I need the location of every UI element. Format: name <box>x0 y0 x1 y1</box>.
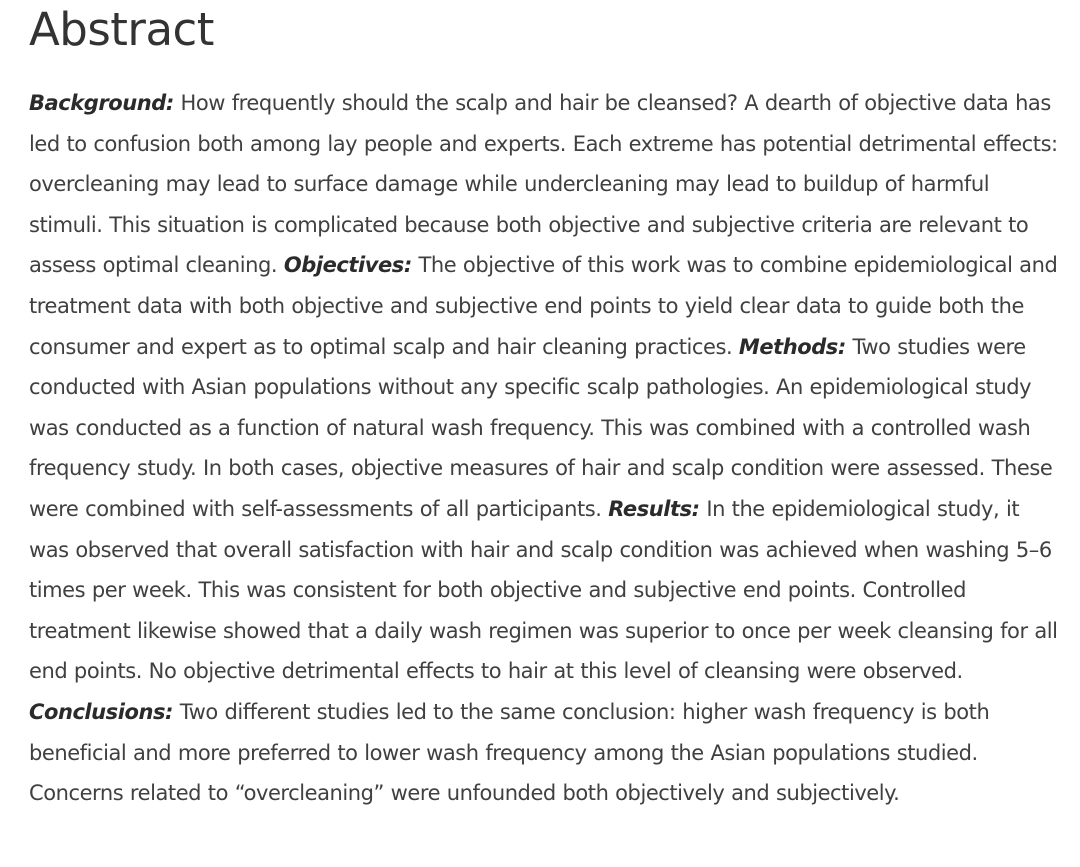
conclusions-label: Conclusions: <box>29 699 173 724</box>
methods-text: Two studies were conducted with Asian populations without any specific scalp pathologies. An epidemiological study was conducted as a function of natural wash frequency. This was combined with a controlled wash frequency study. In both cases, objective measures of hair and scalp condition were assessed. These were combined with self-assessments of all participants. <box>29 334 1053 521</box>
background-label: Background: <box>29 91 174 115</box>
results-text: In the epidemiological study, it was observed that overall satisfaction with hair and scalp condition was achieved when washing 5–6 times per week. This was consistent for both objective and subjective end points. Controlled treatment likewise showed that a daily wash regimen was superior to once per week cleansing for all end points. No objective detrimental effects to hair at this level of cleansing were observed. <box>29 496 1058 684</box>
conclusions-text: Two different studies led to the same conclusion: higher wash frequency is both beneficial and more preferred to lower wash frequency among the Asian populations studied. Concerns related to “overcleaning” were unfounded both objectively and subjectively. <box>29 699 990 806</box>
abstract-heading: Abstract <box>29 3 214 56</box>
results-label: Results: <box>608 496 700 521</box>
background-text: How frequently should the scalp and hair be cleansed? A dearth of objective data has led to confusion both among lay people and experts. Each extreme has potential detrimental effects: overcleaning may lead to surface damage while undercleaning may lead to buildup of harmful stimuli. This situation is complicated because both objective and subjective criteria are relevant to assess optimal cleaning. <box>29 91 1058 278</box>
abstract-section <box>29 2 1059 814</box>
objectives-text: The objective of this work was to combine epidemiological and treatment data with both objective and subjective end points to yield clear data to guide both the consumer and expert as to optimal scalp and hair cleaning practices. <box>29 253 1058 359</box>
methods-label: Methods: <box>738 334 846 359</box>
abstract-body <box>29 83 1059 814</box>
objectives-label: Objectives: <box>283 253 412 278</box>
